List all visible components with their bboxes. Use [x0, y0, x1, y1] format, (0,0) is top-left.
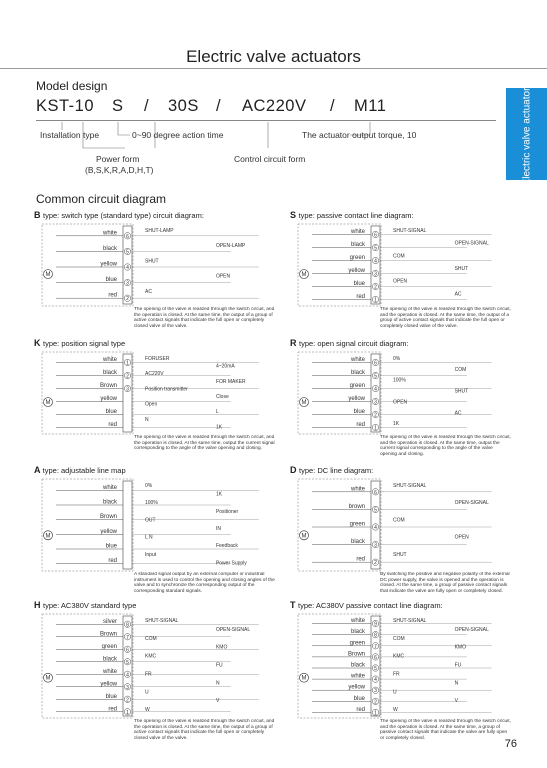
label-power-form: Power form	[96, 154, 140, 164]
diagram-letter: K	[34, 338, 43, 348]
diagram-note: OPEN-SIGNAL	[454, 626, 489, 633]
wire-label: red	[356, 422, 365, 428]
terminal-label: 9	[374, 621, 377, 628]
wire-label: red	[356, 706, 365, 713]
terminal-label: 3	[374, 688, 377, 695]
wire-label: black	[350, 662, 365, 669]
wire-label: green	[349, 255, 365, 261]
model-part: M11	[354, 97, 387, 115]
wire-label: white	[350, 357, 365, 363]
wire-label: yellow	[100, 528, 117, 535]
diagram-note: OPEN-LAMP	[215, 243, 246, 250]
wire-label: blue	[105, 543, 117, 550]
terminal-label: 4	[374, 525, 377, 531]
diagram-note: COM	[454, 366, 467, 373]
model-part: S	[112, 97, 124, 115]
wire-label: black	[102, 370, 117, 376]
diagram-caption: The opening of the valve is realized through the switch circuit, and the operation is closed. At the same time, the output of a group of active contact signals that indicate the full open or completely closed valve of the valve.	[134, 719, 275, 740]
diagram-note: 1K	[215, 491, 223, 498]
diagram-note: KMC	[145, 653, 157, 660]
diagram-note: COM	[393, 635, 405, 642]
terminal-label: 4	[126, 265, 129, 271]
diagram-note: U	[145, 689, 149, 696]
wire-label: red	[108, 558, 117, 565]
diagram-r	[290, 338, 515, 456]
terminal-label: 5	[126, 249, 129, 256]
terminal-label: 1	[374, 297, 377, 304]
diagram-note: KMO	[215, 644, 228, 651]
wire-label: yellow	[348, 268, 365, 274]
diagram-note: IN	[215, 526, 221, 532]
page-number: 76	[504, 738, 517, 750]
diagram-note: OPEN-SIGNAL	[454, 500, 489, 507]
terminal-label: 5	[374, 373, 377, 380]
page-title: Electric valve actuators	[186, 47, 361, 66]
terminal-label: 6	[374, 360, 377, 367]
model-leader-lines	[0, 0, 547, 200]
diagram-title-text: type: AC380V passive contact line diagram:	[298, 601, 443, 610]
diagram-letter: B	[34, 210, 43, 220]
diagram-note: FR	[145, 671, 152, 678]
diagram-note: N	[454, 680, 459, 687]
actuator-enclosure	[298, 352, 381, 434]
terminal-label: 6	[126, 647, 129, 654]
diagram-note: SHUT	[145, 258, 159, 265]
wire-label: black	[350, 370, 365, 376]
diagram-a	[34, 465, 284, 593]
diagram-letter: S	[290, 210, 299, 220]
wire-label: white	[102, 668, 117, 675]
motor-label: M	[301, 533, 307, 540]
wire-label: red	[356, 294, 365, 300]
diagram-note: 0%	[393, 356, 401, 362]
wire-label: red	[108, 292, 117, 299]
diagram-note: COM	[393, 517, 405, 524]
model-part: /	[216, 97, 222, 115]
diagram-note: AC220V	[145, 371, 164, 378]
wire-label: green	[349, 383, 365, 389]
diagram-note: N	[145, 416, 149, 423]
wire-label: red	[356, 556, 365, 563]
terminal-label: 8	[374, 632, 377, 639]
actuator-enclosure	[42, 224, 133, 306]
wire-label: black	[350, 539, 365, 546]
label-control: Control circuit form	[234, 154, 306, 164]
wire-label: Brown	[347, 651, 365, 658]
diagram-caption: A standard signal output by an external computer or industrial instrument is used to control the opening and closing angles of the valve and to synchronize the corresponding output of the corresponding standard signals.	[134, 572, 275, 593]
diagram-b	[34, 210, 284, 328]
wire-label: Brown	[99, 383, 117, 389]
diagram-note: Feedback	[215, 543, 238, 550]
diagram-title-text: type: passive contact line diagram:	[298, 211, 414, 220]
diagram-note: L	[215, 409, 219, 416]
wire-label: blue	[353, 281, 365, 287]
diagram-letter: A	[34, 465, 43, 475]
diagram-s	[290, 210, 515, 328]
actuator-enclosure	[298, 614, 381, 718]
diagram-note: 100%	[393, 377, 406, 384]
model-part: AC220V	[242, 97, 307, 115]
diagram-note: SHUT-SIGNAL	[393, 228, 427, 234]
terminal-label: 4	[126, 672, 129, 679]
motor-label: M	[45, 400, 51, 407]
terminal-label: 3	[126, 280, 129, 287]
diagram-h	[34, 600, 284, 740]
circuits-heading: Common circuit diagram	[36, 192, 167, 206]
wire-label: green	[101, 643, 117, 650]
wire-label: black	[350, 629, 365, 636]
diagram-k	[34, 338, 284, 456]
model-part: 30S	[168, 97, 199, 115]
actuator-enclosure	[42, 352, 133, 434]
terminal-label: 5	[374, 507, 377, 514]
terminal-label: 6	[374, 489, 377, 496]
diagram-note: SHUT	[454, 388, 469, 395]
diagram-note: FR	[393, 671, 400, 678]
label-action-time: 0~90 degree action time	[132, 130, 224, 140]
terminal-label: 2	[374, 412, 377, 419]
model-part: /	[144, 97, 150, 115]
terminal-label: 2	[126, 697, 129, 704]
terminal-label: 2	[126, 296, 129, 303]
diagram-note: Open	[145, 401, 158, 408]
diagram-note: OPEN	[393, 399, 408, 406]
diagram-note: SHUT-LAMP	[145, 228, 174, 234]
wire-label: white	[350, 486, 365, 493]
diagram-note: 1K	[215, 424, 223, 431]
diagram-note: AC	[454, 410, 462, 417]
diagram-note: FU	[215, 662, 223, 669]
terminal-label: 8	[126, 622, 129, 629]
wire-label: yellow	[100, 396, 117, 402]
wire-label: yellow	[348, 684, 365, 691]
diagram-note: COM	[145, 635, 157, 642]
diagram-note: FOR MAKER	[215, 378, 246, 385]
model-design-heading: Model design	[36, 79, 108, 93]
wire-label: green	[349, 521, 365, 528]
diagram-note: V	[454, 698, 458, 705]
model-part: /	[330, 97, 336, 115]
wire-label: white	[350, 229, 365, 235]
diagram-note: OPEN-SIGNAL	[215, 626, 251, 633]
terminal-label: 1	[126, 360, 129, 367]
diagram-note: SHUT-SIGNAL	[393, 483, 427, 489]
wire-label: black	[102, 245, 117, 252]
terminal-label: 5	[374, 666, 377, 672]
diagram-d	[290, 465, 515, 593]
diagram-letter: R	[290, 338, 299, 348]
diagram-note: Input	[145, 551, 157, 558]
terminal-label: 1	[374, 710, 377, 717]
diagram-title-text: type: adjustable line map	[42, 466, 126, 475]
wire-label: white	[350, 618, 365, 625]
wire-label: blue	[353, 695, 365, 702]
motor-label: M	[45, 675, 51, 682]
wire-label: blue	[353, 409, 365, 415]
diagram-letter: D	[290, 465, 299, 475]
wire-label: white	[102, 484, 117, 491]
wire-label: blue	[105, 693, 117, 700]
terminal-label: 3	[374, 399, 377, 406]
motor-label: M	[301, 272, 307, 279]
diagram-title-text: type: open signal circuit diagram:	[299, 339, 409, 348]
terminal-label: 1	[126, 709, 129, 716]
motor-label: M	[301, 675, 307, 682]
terminal-label: 2	[374, 284, 377, 291]
diagram-title-text: type: DC line diagram:	[299, 466, 374, 475]
terminal-label: 2	[374, 699, 377, 706]
wire-label: blue	[105, 277, 117, 284]
diagram-note: Close	[215, 394, 229, 400]
wire-label: white	[350, 673, 365, 680]
terminal-label: 4	[374, 386, 377, 393]
diagram-note: V	[215, 698, 220, 705]
diagram-note: OPEN	[215, 273, 231, 280]
terminal-label: 6	[374, 654, 377, 661]
terminal-label: 5	[126, 659, 129, 666]
terminal-label: 2	[374, 560, 377, 567]
terminal-label: 3	[374, 542, 377, 549]
actuator-enclosure	[42, 614, 133, 718]
wire-label: Brown	[99, 514, 117, 521]
wire-label: green	[349, 640, 365, 647]
wire-label: silver	[102, 618, 117, 625]
terminal-label: 4	[374, 258, 377, 265]
wire-label: brown	[348, 503, 365, 510]
motor-label: M	[45, 533, 51, 540]
diagram-caption: The opening of the valve is realized through the switch circuit, and the operation is closed. At the same time, a group of passive contact signals that indicate the valve are fully open or completely closed.	[380, 719, 511, 740]
diagram-t	[290, 600, 515, 740]
model-part: KST-10	[36, 97, 95, 115]
diagram-caption: The opening of the valve is realized through the switch circuit, and the operation is closed. At the same time, output the current signal corresponding to the angle of the valve opening and closing.	[380, 435, 511, 456]
wire-label: white	[102, 230, 117, 237]
diagram-letter: T	[290, 600, 298, 610]
terminal-label: 1	[374, 425, 377, 432]
wire-label: white	[102, 357, 117, 363]
diagram-title-text: type: switch type (standard type) circuit diagram:	[43, 211, 204, 220]
diagram-note: FU	[454, 662, 462, 669]
side-tab-label: Electric valve actuators	[521, 82, 532, 186]
diagram-note: 0%	[145, 483, 153, 489]
actuator-enclosure	[42, 479, 133, 571]
diagram-letter: H	[34, 600, 43, 610]
terminal-label: 6	[126, 233, 129, 240]
diagram-note: Position transmitter	[145, 386, 188, 393]
terminal-label: 3	[126, 684, 129, 691]
diagram-note: FORUSER	[145, 356, 170, 362]
diagram-note: OUT	[145, 517, 156, 524]
diagram-note: OPEN	[454, 534, 469, 541]
diagram-note: SHUT-SIGNAL	[393, 618, 427, 624]
terminal-label: 6	[374, 232, 377, 239]
diagram-note: SHUT	[454, 266, 469, 272]
diagram-note: W	[145, 707, 150, 714]
motor-label: M	[301, 400, 307, 407]
motor-label: M	[45, 272, 51, 279]
actuator-enclosure	[298, 224, 381, 306]
terminal-label: 3	[374, 271, 377, 278]
diagram-note: 1K	[393, 421, 400, 428]
diagram-note: KMO	[454, 644, 466, 651]
diagram-note: 4~20mA	[215, 363, 235, 370]
terminal-block	[123, 481, 132, 569]
terminal-label: 4	[374, 677, 377, 684]
diagram-note: Positioner	[215, 508, 239, 515]
diagram-note: Power Supply	[215, 560, 247, 567]
wire-label: yellow	[348, 396, 365, 402]
diagram-caption: By switching the positive and negative polarity of the external DC power supply, the valve is opened and the operation is closed. At the same time, a group of passive contact signals that indicate the valve are fully open or completely closed.	[380, 572, 510, 593]
diagram-note: SHUT	[393, 551, 407, 558]
diagram-note: W	[393, 707, 398, 714]
diagram-note: AC	[145, 288, 152, 295]
wire-label: yellow	[100, 681, 117, 688]
diagram-caption: The opening of the valve is realized through the switch circuit, and the operation is closed. At the same time, the output of a group of active contact signals that indicate the full open or completely closed valve of the valve.	[134, 307, 275, 328]
diagram-note: COM	[393, 253, 405, 260]
wire-label: red	[108, 422, 117, 428]
wire-label: black	[350, 242, 365, 248]
diagram-caption: The opening of the valve is realized through the switch circuit, and the operation is closed. At the same time, the output of a group of active contact signals that indicate the full open or completely closed valve of the valve.	[380, 307, 511, 328]
wire-label: red	[108, 706, 117, 713]
diagram-note: SHUT-SIGNAL	[145, 618, 179, 624]
terminal-label: 3	[126, 386, 129, 393]
diagram-note: L N	[145, 534, 153, 541]
wire-label: black	[102, 656, 117, 663]
wire-label: Brown	[99, 631, 117, 638]
wire-label: black	[102, 499, 117, 506]
actuator-enclosure	[298, 479, 381, 571]
terminal-label: 5	[374, 245, 377, 252]
label-torque: The actuator output torque, 10	[302, 130, 417, 140]
label-installation: Installation type	[40, 130, 100, 140]
diagram-caption: The opening of the valve is realized through the switch circuit, and the operation is closed. At the same time, output the current signal corresponding to the angle of the valve opening and closing.	[134, 435, 275, 452]
terminal-label: 2	[126, 373, 129, 380]
terminal-label: 7	[126, 634, 129, 641]
diagram-note: KMC	[393, 653, 405, 660]
label-power-codes: (B,S,K,R,A,D,H,T)	[85, 165, 154, 175]
diagram-note: N	[215, 680, 220, 687]
terminal-label: 7	[374, 643, 377, 650]
diagram-note: 100%	[145, 500, 158, 507]
diagram-note: OPEN	[393, 278, 408, 285]
diagram-title-text: type: AC380V standard type	[43, 601, 137, 610]
wire-label: yellow	[100, 261, 117, 268]
diagram-note: AC	[454, 291, 462, 298]
diagram-title-text: type: position signal type	[43, 339, 126, 348]
diagram-note: OPEN-SIGNAL	[454, 240, 489, 247]
wire-label: blue	[105, 409, 117, 415]
diagram-note: U	[393, 689, 397, 696]
